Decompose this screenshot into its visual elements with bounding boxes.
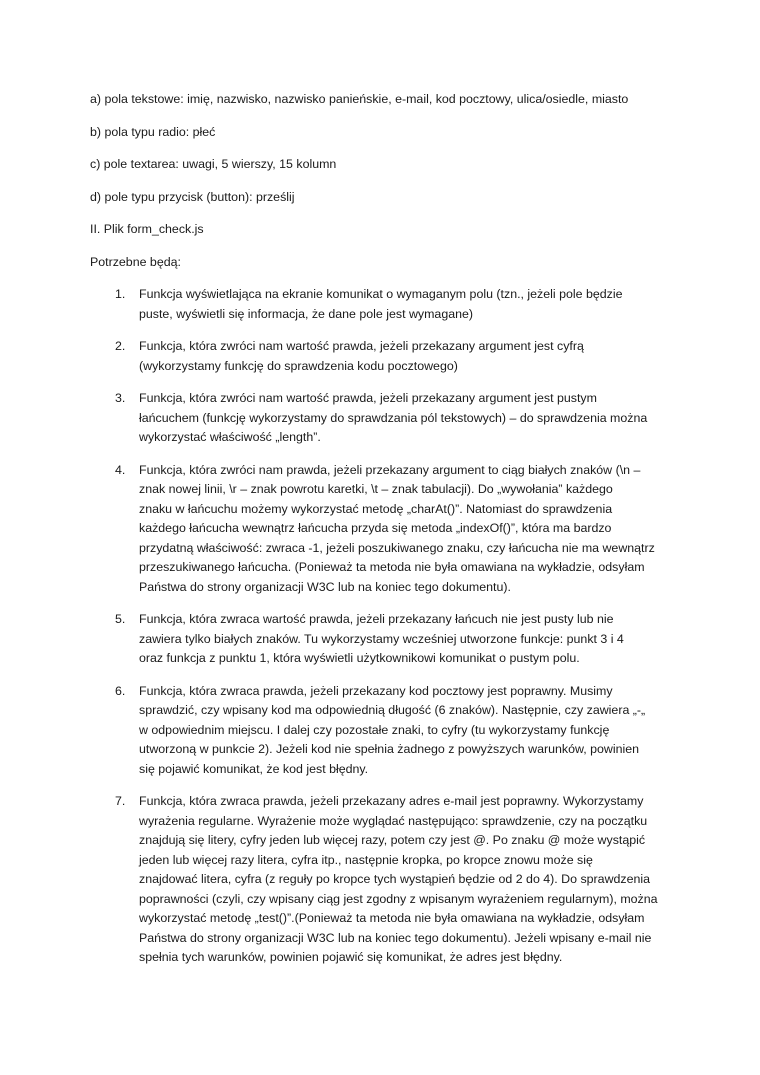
paragraph-button: d) pole typu przycisk (button): prześlij bbox=[90, 189, 295, 204]
list-number: 6. bbox=[115, 683, 126, 698]
list-item-line: wyrażenia regularne. Wyrażenie może wyglądać następująco: sprawdzenie, czy na początku bbox=[139, 813, 648, 828]
list-item bbox=[90, 337, 710, 376]
list-item-line: Funkcja, która zwraca prawda, jeżeli przekazany kod pocztowy jest poprawny. Musimy bbox=[139, 683, 613, 698]
list-number: 5. bbox=[115, 612, 126, 626]
list-number: 2. bbox=[115, 339, 126, 353]
list-item-line: zawiera tylko białych znaków. Tu wykorzystamy wcześniej utworzone funkcje: punkt 3 i 4 bbox=[139, 631, 624, 646]
list-item-line: Funkcja wyświetlająca na ekranie komunikat o wymaganym polu (tzn., jeżeli pole będzie bbox=[139, 287, 623, 301]
list-item bbox=[90, 610, 710, 669]
list-item-line: Funkcja, która zwróci nam wartość prawda, jeżeli przekazany argument jest cyfrą bbox=[139, 339, 584, 353]
paragraph-textarea: c) pole textarea: uwagi, 5 wierszy, 15 kolumn bbox=[90, 157, 337, 171]
list-item bbox=[90, 285, 710, 324]
list-item-line: Funkcja, która zwróci nam prawda, jeżeli przekazany argument to ciąg białych znaków (\n – bbox=[139, 462, 641, 477]
list-item bbox=[90, 461, 710, 598]
list-item-line: oraz funkcja z punktu 1, która wyświetli użytkownikowi komunikat o pustym polu. bbox=[139, 651, 580, 665]
list-item-line: znajdują się litery, cyfry jeden lub więcej razy, potem czy jest @. Po znaku @ może wystąpić bbox=[139, 833, 646, 847]
list-item-line: każdego łańcucha wewnątrz łańcucha przyda się metoda „indexOf()”, która ma bardzo bbox=[139, 521, 612, 535]
list-item-line: w odpowiednim miejscu. I dalej czy pozostałe znaki, to cyfry (tu wykorzystamy funkcję bbox=[139, 722, 610, 737]
list-item-line: utworzoną w punkcie 2). Jeżeli kod nie spełnia żadnego z powyższych warunków, powinien bbox=[139, 742, 640, 756]
list-number: 1. bbox=[115, 287, 126, 301]
list-number: 7. bbox=[115, 794, 126, 808]
list-item-line: wykorzystać metodę „test()”.(Ponieważ ta metoda nie była omawiana na wykładzie, odsyłam bbox=[139, 911, 645, 925]
list-item bbox=[90, 682, 710, 780]
list-item-line: puste, wyświetli się informacja, że dane pole jest wymagane) bbox=[139, 306, 474, 321]
list-item-line: znak nowej linii, \r – znak powrotu karetki, \t – znak tabulacji). Do „wywołania” każdego bbox=[139, 482, 613, 496]
list-item-line: znajdować litera, cyfra (z reguły po kropce tych wystąpień będzie od 2 do 4). Do sprawdzenia bbox=[139, 872, 651, 886]
list-item-line: (wykorzystamy funkcję do sprawdzenia kodu pocztowego) bbox=[139, 358, 458, 373]
list-item-line: spełnia tych warunków, powinien pojawić się komunikat, że adres jest błędny. bbox=[139, 950, 563, 964]
paragraph-text-fields: a) pola tekstowe: imię, nazwisko, nazwisko panieńskie, e-mail, kod pocztowy, ulica/osiedle, miasto bbox=[90, 92, 629, 106]
list-item-line: sprawdzić, czy wpisany kod ma odpowiednią długość (6 znaków). Następnie, czy zawiera „-„ bbox=[139, 703, 646, 717]
list-item bbox=[90, 389, 710, 448]
paragraph-radio-fields: b) pola typu radio: płeć bbox=[90, 124, 216, 139]
list-item-line: się pojawić komunikat, że kod jest błędny. bbox=[139, 761, 369, 776]
list-item-line: Funkcja, która zwraca prawda, jeżeli przekazany adres e-mail jest poprawny. Wykorzystamy bbox=[139, 794, 644, 808]
list-item-line: wykorzystać właściwość „length”. bbox=[139, 430, 321, 444]
list-item-line: przydatną właściwość: zwraca -1, jeżeli poszukiwanego znaku, czy łańcucha nie ma wewnątrz bbox=[139, 540, 655, 555]
numbered-list bbox=[90, 285, 710, 968]
list-number: 3. bbox=[115, 391, 126, 405]
list-item-line: Funkcja, która zwróci nam wartość prawda, jeżeli przekazany argument jest pustym bbox=[139, 391, 597, 405]
list-item bbox=[90, 792, 710, 968]
list-item-line: przeszukiwanego łańcucha. (Ponieważ ta metoda nie była omawiana na wykładzie, odsyłam bbox=[139, 560, 645, 574]
list-item-line: poprawności (czyli, czy wpisany ciąg jest zgodny z wpisanym wyrażeniem regularnym), można bbox=[139, 891, 658, 906]
list-item-line: Państwa do strony organizacji W3C lub na koniec tego dokumentu). Jeżeli wpisany e-mail nie bbox=[139, 930, 652, 945]
list-item-line: Funkcja, która zwraca wartość prawda, jeżeli przekazany łańcuch nie jest pusty lub nie bbox=[139, 612, 614, 626]
document-page bbox=[90, 90, 710, 981]
list-item-line: Państwa do strony organizacji W3C lub na koniec tego dokumentu). bbox=[139, 579, 511, 594]
list-number: 4. bbox=[115, 462, 126, 477]
section-heading: II. Plik form_check.js bbox=[90, 222, 204, 236]
list-item-line: łańcuchem (funkcję wykorzystamy do sprawdzania pól tekstowych) – do sprawdzenia można bbox=[139, 410, 648, 425]
intro-paragraphs bbox=[90, 90, 710, 272]
list-item-line: jeden lub więcej razy litera, cyfra itp., następnie kropka, po kropce znowu może się bbox=[139, 852, 593, 867]
list-item-line: znaku w łańcuchu możemy wykorzystać metodę „charAt()”. Natomiast do sprawdzenia bbox=[139, 501, 613, 516]
paragraph-needed: Potrzebne będą: bbox=[90, 254, 181, 269]
